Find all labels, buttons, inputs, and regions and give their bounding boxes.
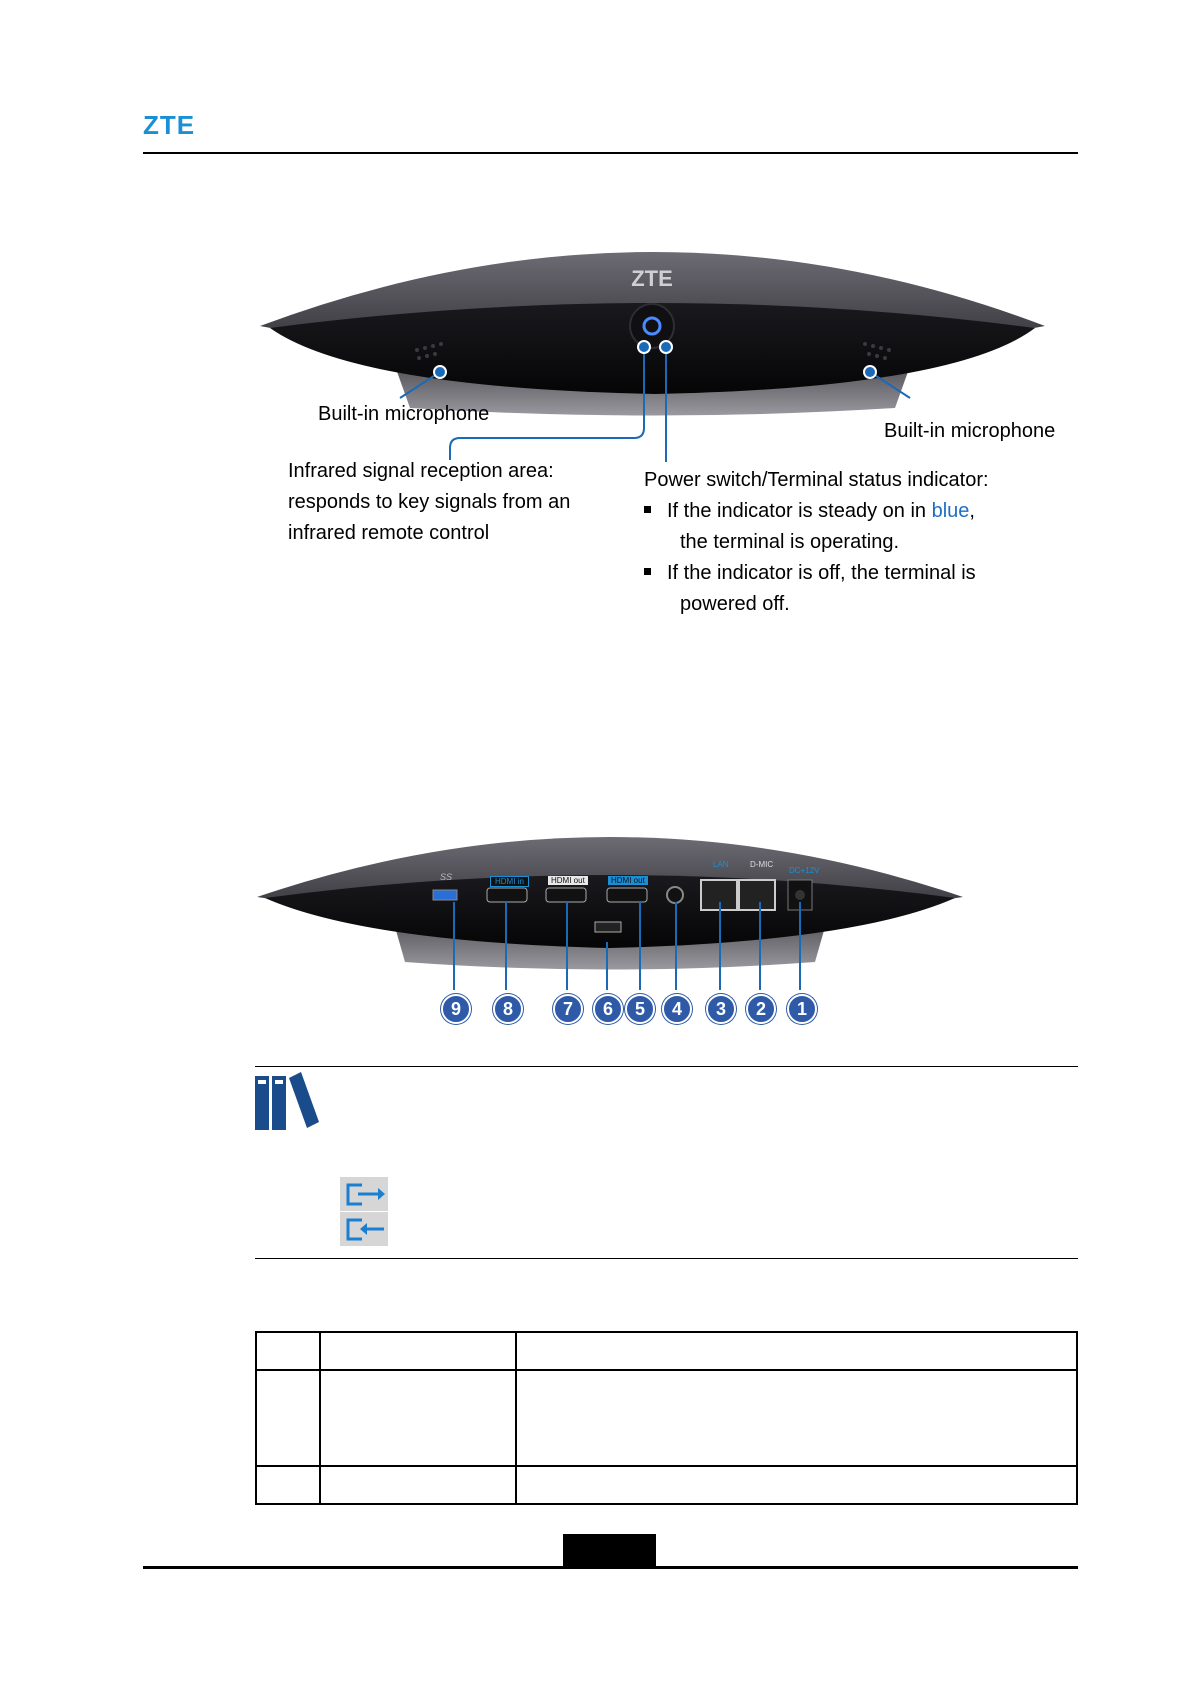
power-indicator-label <box>644 465 989 620</box>
port-label-dmic: D-MIC <box>750 860 774 869</box>
power-title: Power switch/Terminal status indicator: <box>644 469 989 491</box>
infrared-line-3: infrared remote control <box>288 522 490 544</box>
table-cell <box>320 1466 516 1504</box>
note-top-rule <box>255 1066 1078 1067</box>
port-number-7: 7 <box>553 994 583 1024</box>
page-number-box <box>563 1534 656 1568</box>
port-label-dc: DC+12V <box>789 866 820 875</box>
zte-logo: ZTE <box>143 110 196 140</box>
table-row <box>256 1466 1077 1504</box>
power-bullet-2-cont: powered off. <box>680 593 790 615</box>
port-number-3: 3 <box>706 994 736 1024</box>
port-label-lan: LAN <box>713 860 729 869</box>
mic-left-label: Built-in microphone <box>318 403 490 425</box>
table-cell <box>256 1466 320 1504</box>
table-cell <box>516 1370 1077 1466</box>
port-number-1: 1 <box>787 994 817 1024</box>
port-number-2: 2 <box>746 994 776 1024</box>
table-cell <box>320 1332 516 1370</box>
mic-right-label: Built-in microphone <box>884 420 1056 442</box>
bullet-icon <box>644 506 651 513</box>
hdmi-input-icon <box>340 1212 388 1246</box>
front-callouts <box>0 0 1192 640</box>
port-number-9: 9 <box>441 994 471 1024</box>
infrared-label <box>288 456 570 549</box>
port-number-8: 8 <box>493 994 523 1024</box>
table-header-row <box>256 1332 1077 1370</box>
footer-rule <box>143 1566 1078 1569</box>
device-front-logo: ZTE <box>631 266 673 291</box>
port-label-hdmi-out-1: HDMI out <box>548 876 588 885</box>
port-label-hdmi-in: HDMI in <box>490 876 529 887</box>
table-cell <box>320 1370 516 1466</box>
hdmi-output-icon <box>340 1177 388 1211</box>
port-label-usb3: SS <box>440 872 453 882</box>
table-cell <box>256 1370 320 1466</box>
table-row <box>256 1370 1077 1466</box>
note-bottom-rule <box>255 1258 1078 1259</box>
port-number-5: 5 <box>625 994 655 1024</box>
infrared-line-1: Infrared signal reception area: <box>288 460 554 482</box>
port-description-table <box>255 1331 1078 1505</box>
table-cell <box>256 1332 320 1370</box>
note-books-icon <box>255 1072 321 1130</box>
table-cell <box>516 1466 1077 1504</box>
port-label-hdmi-out-2: HDMI out <box>608 876 648 885</box>
table-cell <box>516 1332 1077 1370</box>
rear-callouts <box>0 880 1192 1010</box>
power-bullet-1: If the indicator is steady on in blue, <box>644 496 989 527</box>
power-bullet-2: If the indicator is off, the terminal is <box>644 558 989 589</box>
infrared-line-2: responds to key signals from an <box>288 491 571 513</box>
port-number-4: 4 <box>662 994 692 1024</box>
port-number-6: 6 <box>593 994 623 1024</box>
power-bullet-1-cont: the terminal is operating. <box>680 531 900 553</box>
bullet-icon <box>644 568 651 575</box>
